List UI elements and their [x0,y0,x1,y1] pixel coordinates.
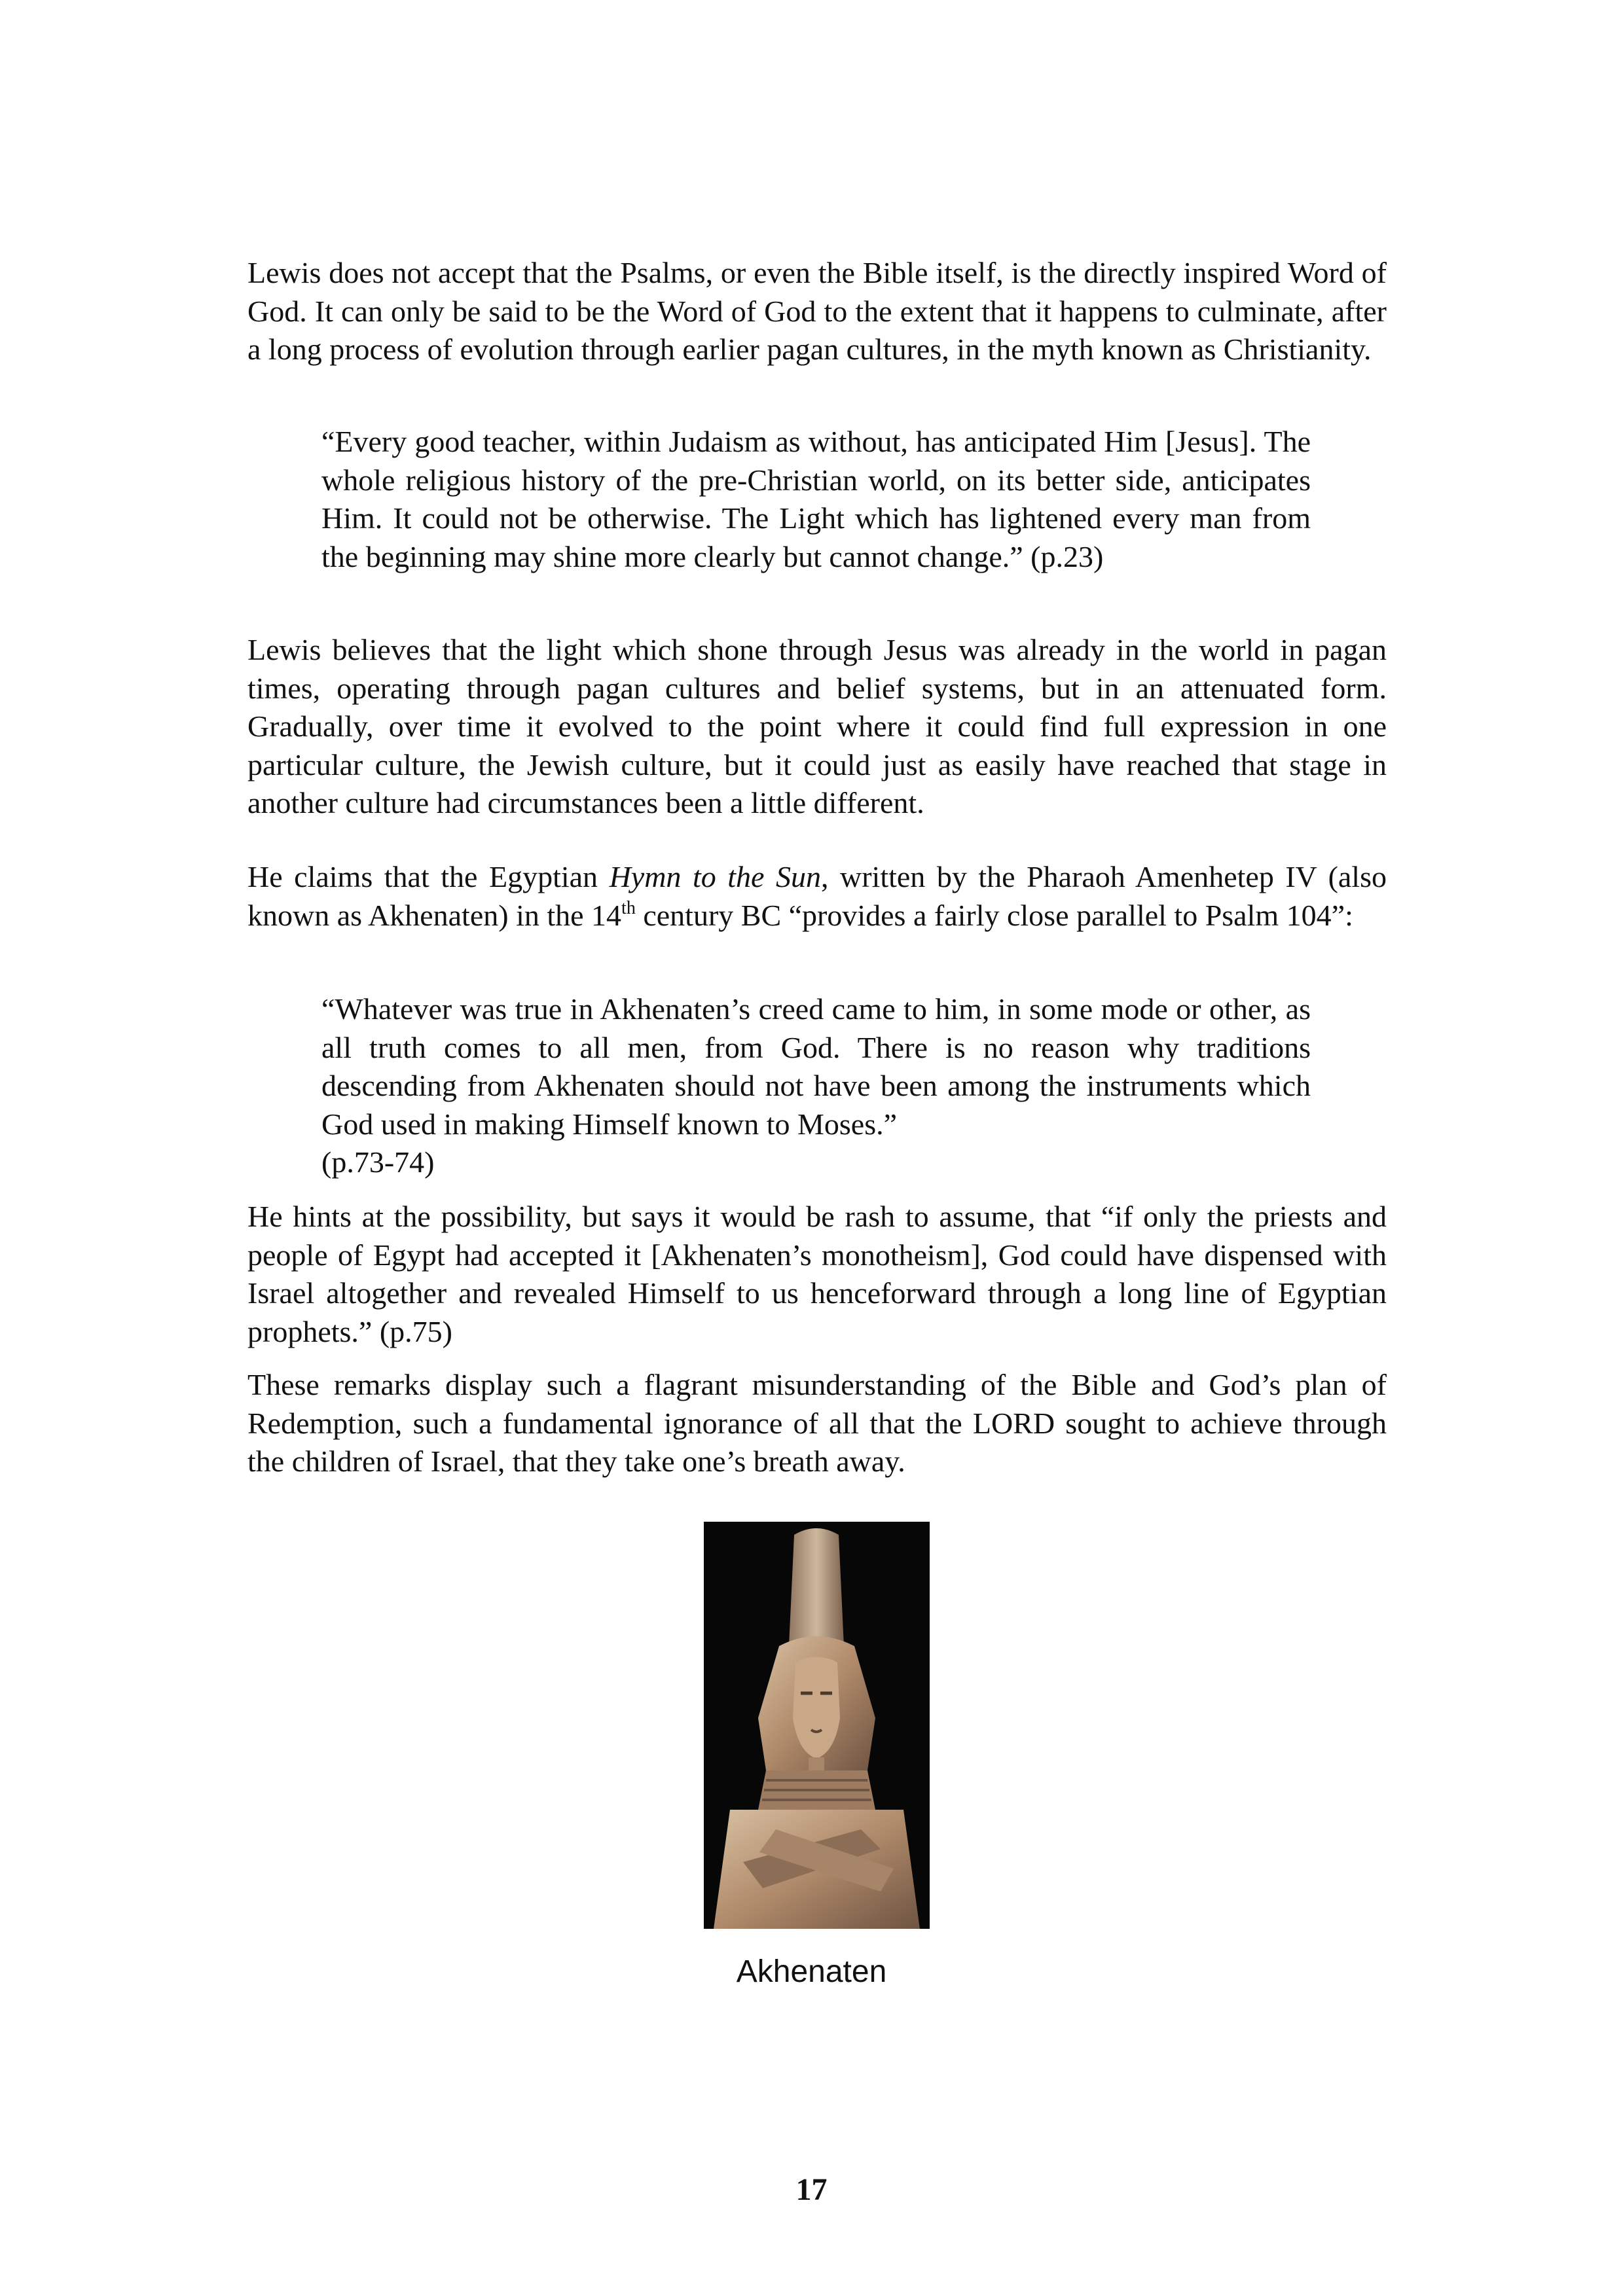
paragraph-4: He hints at the possibility, but says it would be rash to assume, that “if only the priests and people of Egypt had accepted it [Akhenaten’s monotheism], God could have dispensed with Israel altogether and revealed Himself to us henceforward through a long line of Egyptian prophets.” (p.75) [247,1200,1387,1348]
ordinal-superscript: th [621,897,636,918]
page-number: 17 [795,2172,828,2207]
crown-shape [789,1528,844,1646]
akhenaten-bust-illustration [704,1522,930,1929]
paragraph-3-text-a: He claims that the Egyptian [247,860,610,893]
paragraph-2: Lewis believes that the light which shone through Jesus was already in the world in pagan times, operating through pagan cultures and belief systems, but in an attenuated form. Gradually, over time it evolved to the point where it could find full expression in one particular culture, the Jewish culture, but it could just as easily have reached that stage in another culture had circumstances been a little different. [247,633,1387,819]
block-quote-2 [321,990,1311,1182]
block-quote-1 [321,423,1311,576]
block-quote-2-citation: (p.73-74) [321,1145,435,1179]
paragraph-5: These remarks display such a flagrant misunderstanding of the Bible and God’s plan of Redemption, such a fundamental ignorance of all that the LORD sought to achieve through the children of Israel, that they take one’s breath away. [247,1368,1387,1478]
akhenaten-bust-photo [704,1522,930,1929]
block-quote-2-text [321,990,1311,1182]
paragraph-3-text-c: century BC “provides a fairly close parallel to Psalm 104”: [635,898,1353,932]
paragraph-3-text-b: , written by the Pharaoh Amenhetep IV (also known as Akhenaten) in the 14 [247,860,1387,932]
block-quote-2-body: “Whatever was true in Akhenaten’s creed came to him, in some mode or other, as all truth comes to all men, from God. There is no reason why traditions descending from Akhenaten should not have been among the instruments which God used in making Himself known to Moses.” [321,992,1311,1141]
block-quote-1-text: “Every good teacher, within Judaism as without, has anticipated Him [Jesus]. The whole religious history of the pre-Christian world, on its better side, anticipates Him. It could not be otherwise. The Light which has lightened every man from the beginning may shine more clearly but cannot change.” (p.23) [321,425,1311,573]
hymn-title: Hymn to the Sun [609,860,821,893]
paragraph-1: Lewis does not accept that the Psalms, or even the Bible itself, is the directly inspired Word of God. It can only be said to be the Word of God to the extent that it happens to culminate, after a long process of evolution through earlier pagan cultures, in the myth known as Christianity. [247,256,1387,366]
paragraph-3 [247,858,1387,935]
figure-caption: Akhenaten [736,1954,887,1989]
